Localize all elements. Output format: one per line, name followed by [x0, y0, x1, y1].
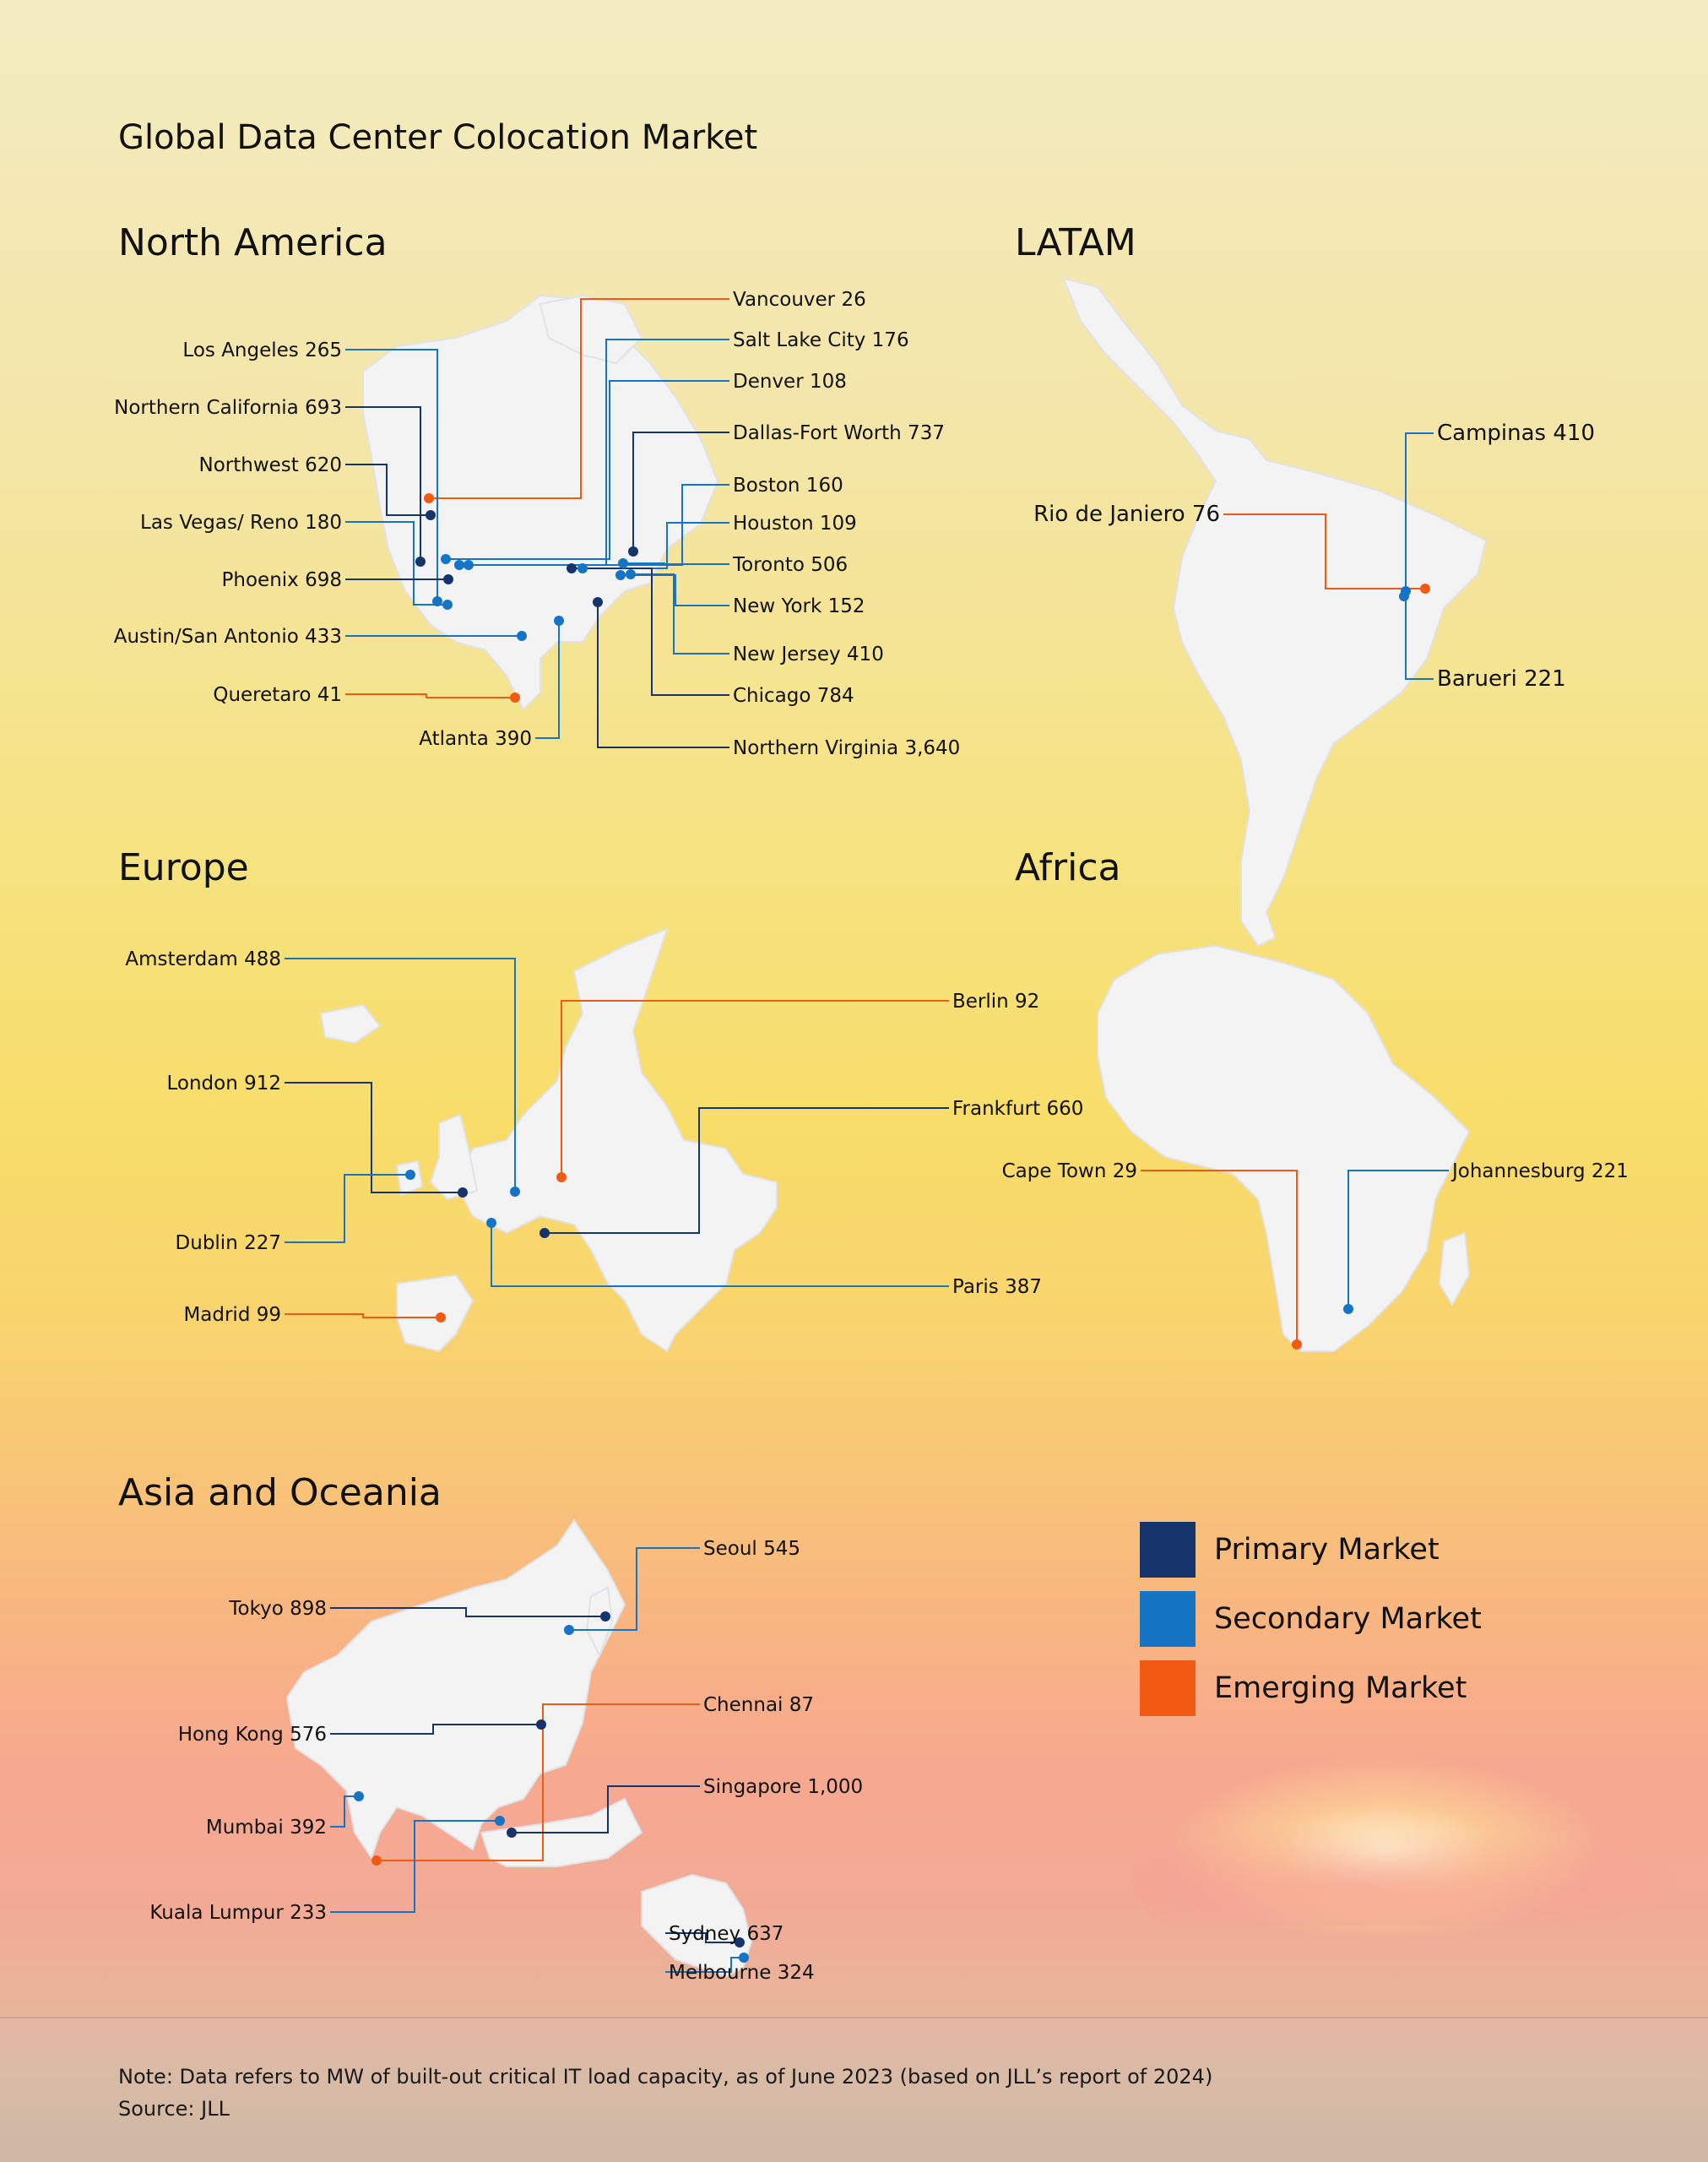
market-dot-austin-san-antonio	[517, 631, 527, 641]
market-label-los-angeles: Los Angeles 265	[182, 340, 342, 361]
legend-emerging-label: Emerging Market	[1214, 1671, 1467, 1705]
market-dot-queretaro	[510, 693, 520, 703]
legend	[1140, 1520, 1482, 1728]
market-label-austin-san-antonio: Austin/San Antonio 433	[113, 626, 342, 648]
market-label-northern-virginia: Northern Virginia 3,640	[733, 737, 961, 759]
market-label-chicago: Chicago 784	[733, 685, 854, 707]
market-label-queretaro: Queretaro 41	[213, 684, 342, 706]
uk-landmass	[431, 1115, 477, 1199]
market-label-denver: Denver 108	[733, 371, 847, 393]
market-label-salt-lake-city: Salt Lake City 176	[733, 329, 909, 351]
market-dot-northern-virginia	[593, 597, 603, 607]
market-label-atlanta: Atlanta 390	[419, 728, 532, 750]
market-label-vancouver: Vancouver 26	[733, 289, 866, 311]
market-dot-london	[458, 1187, 468, 1198]
market-label-houston: Houston 109	[733, 513, 857, 535]
market-label-northern-california: Northern California 693	[114, 397, 342, 419]
market-dot-johannesburg	[1343, 1304, 1353, 1314]
market-dot-amsterdam	[510, 1187, 520, 1197]
market-label-campinas: Campinas 410	[1437, 421, 1595, 446]
iberia-landmass	[397, 1275, 473, 1351]
market-dot-hong-kong	[536, 1719, 546, 1730]
footer-source: Source: JLL	[118, 2097, 230, 2121]
footer-note	[118, 2061, 1212, 2125]
legend-emerging	[1140, 1659, 1482, 1718]
market-label-kuala-lumpur: Kuala Lumpur 233	[149, 1902, 327, 1924]
leader-line-dublin	[285, 1175, 410, 1242]
africa-landmass	[1098, 946, 1469, 1351]
madagascar-landmass	[1440, 1233, 1469, 1305]
market-dot-los-angeles	[432, 596, 442, 606]
market-label-las-vegas-reno: Las Vegas/ Reno 180	[140, 512, 342, 534]
market-label-chennai: Chennai 87	[703, 1694, 815, 1716]
market-dot-phoenix	[443, 574, 453, 584]
market-dot-barueri	[1399, 591, 1409, 601]
market-dot-boston	[454, 560, 464, 570]
market-label-amsterdam: Amsterdam 488	[125, 948, 281, 970]
market-dot-rio-de-janiero	[1420, 584, 1430, 594]
market-label-dublin: Dublin 227	[175, 1232, 281, 1254]
region-title-north-america: North America	[118, 221, 388, 264]
market-label-mumbai: Mumbai 392	[205, 1817, 327, 1839]
market-dot-new-jersey	[626, 569, 636, 579]
market-label-phoenix: Phoenix 698	[221, 569, 342, 591]
legend-emerging-swatch	[1140, 1660, 1196, 1716]
market-dot-northwest	[426, 510, 436, 520]
market-dot-chennai	[371, 1855, 382, 1866]
market-label-paris: Paris 387	[952, 1276, 1042, 1298]
market-label-cape-town: Cape Town 29	[1001, 1160, 1137, 1182]
iceland-landmass	[321, 1005, 380, 1043]
legend-secondary	[1140, 1589, 1482, 1649]
leader-line-northern-virginia	[598, 602, 729, 747]
region-title-latam: LATAM	[1015, 221, 1136, 264]
market-label-rio-de-janiero: Rio de Janiero 76	[1033, 502, 1220, 527]
leader-line-new-jersey	[631, 574, 729, 654]
legend-primary-label: Primary Market	[1214, 1533, 1440, 1567]
north-america-landmass	[363, 296, 718, 709]
market-label-new-york: New York 152	[733, 595, 865, 617]
market-dot-northern-california	[415, 557, 426, 567]
market-dot-kuala-lumpur	[495, 1816, 505, 1826]
region-title-africa: Africa	[1015, 846, 1121, 889]
market-label-london: London 912	[166, 1073, 281, 1095]
region-title-asia: Asia and Oceania	[118, 1471, 442, 1514]
market-label-seoul: Seoul 545	[703, 1538, 800, 1560]
market-dot-houston	[577, 563, 588, 573]
leader-line-toronto	[623, 563, 729, 564]
market-dot-chicago	[567, 563, 577, 573]
market-dot-denver	[441, 554, 451, 564]
market-dot-dallas-fort-worth	[628, 546, 638, 557]
page-title: Global Data Center Colocation Market	[118, 118, 758, 157]
market-dot-toronto	[618, 558, 628, 568]
market-dot-cape-town	[1292, 1339, 1302, 1350]
market-dot-madrid	[436, 1312, 446, 1323]
market-label-barueri: Barueri 221	[1437, 666, 1566, 692]
market-label-tokyo: Tokyo 898	[229, 1598, 327, 1620]
market-label-johannesburg: Johannesburg 221	[1452, 1160, 1629, 1182]
market-label-madrid: Madrid 99	[183, 1304, 281, 1326]
market-dot-new-york	[615, 570, 626, 580]
market-label-boston: Boston 160	[733, 475, 843, 497]
legend-primary-swatch	[1140, 1522, 1196, 1578]
market-dot-singapore	[507, 1828, 517, 1838]
market-dot-tokyo	[600, 1611, 610, 1622]
legend-primary	[1140, 1520, 1482, 1579]
market-dot-salt-lake-city	[464, 560, 474, 570]
market-dot-berlin	[556, 1172, 567, 1182]
market-label-new-jersey: New Jersey 410	[733, 644, 884, 665]
europe-landmass	[456, 929, 777, 1351]
market-dot-las-vegas-reno	[442, 600, 453, 610]
market-dot-mumbai	[354, 1791, 364, 1801]
market-label-melbourne: Melbourne 324	[669, 1962, 815, 1984]
market-label-sydney: Sydney 637	[669, 1923, 784, 1945]
market-label-northwest: Northwest 620	[198, 454, 342, 476]
market-dot-frankfurt	[540, 1228, 550, 1238]
legend-secondary-label: Secondary Market	[1214, 1602, 1482, 1636]
market-label-berlin: Berlin 92	[952, 991, 1040, 1013]
market-label-singapore: Singapore 1,000	[703, 1776, 864, 1798]
market-label-frankfurt: Frankfurt 660	[952, 1098, 1084, 1120]
market-dot-seoul	[564, 1625, 574, 1635]
asia-landmass	[287, 1520, 625, 1858]
market-dot-vancouver	[424, 493, 434, 503]
market-dot-atlanta	[554, 616, 564, 626]
region-title-europe: Europe	[118, 846, 249, 889]
market-label-toronto: Toronto 506	[733, 554, 849, 576]
market-label-dallas-fort-worth: Dallas-Fort Worth 737	[733, 422, 945, 444]
leader-line-queretaro	[345, 694, 515, 698]
legend-secondary-swatch	[1140, 1591, 1196, 1647]
market-dot-paris	[486, 1218, 496, 1228]
market-label-hong-kong: Hong Kong 576	[177, 1724, 327, 1746]
footer-note-text: Note: Data refers to MW of built-out critical IT load capacity, as of June 2023 (based on JLL’s report of 2024)	[118, 2065, 1213, 2089]
market-dot-dublin	[405, 1170, 415, 1180]
latam-landmass	[1064, 279, 1486, 946]
